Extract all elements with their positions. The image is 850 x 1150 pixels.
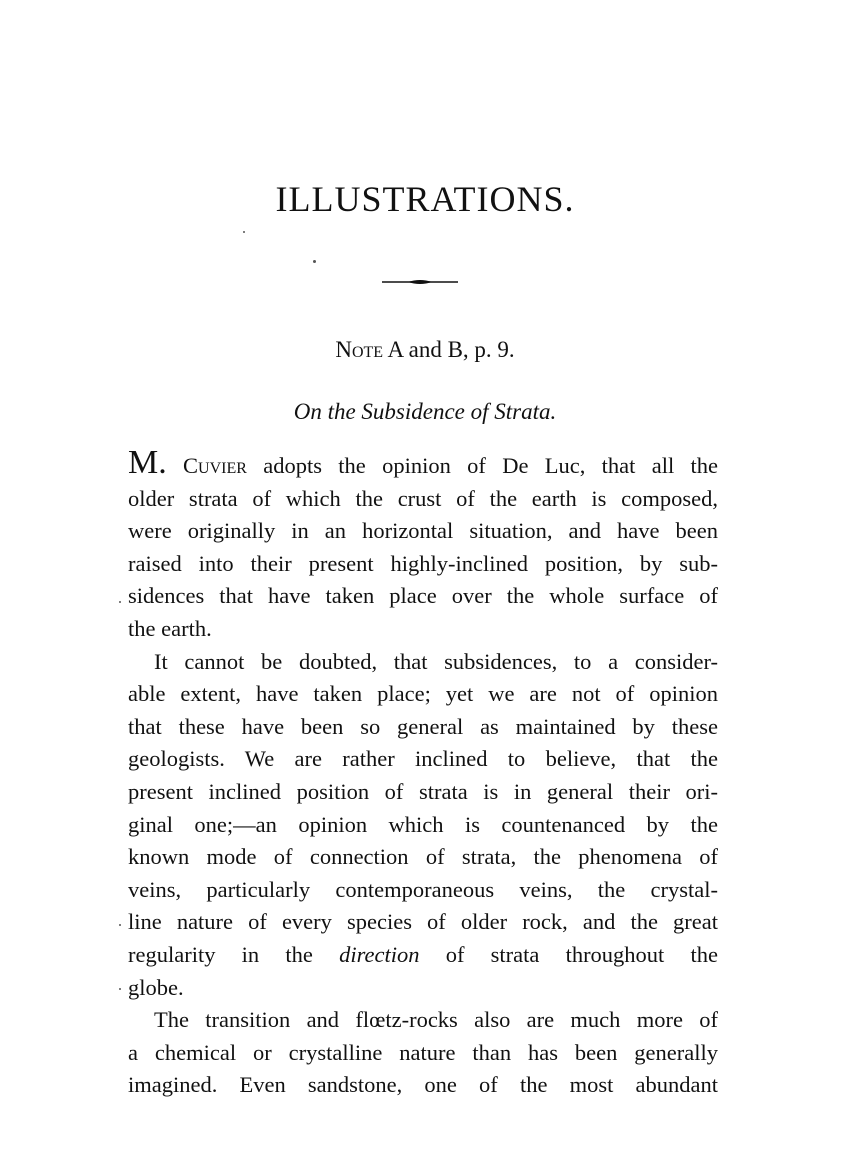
text-line [128, 939, 718, 972]
scan-speck [119, 924, 121, 926]
text-line [128, 444, 718, 483]
italic-term: direction [339, 941, 420, 967]
author-name: Cuvier [166, 453, 247, 478]
text-line: geologists. We are rather inclined to believe, that the [128, 746, 718, 772]
text-line: raised into their present highly-inclined position, by sub- [128, 550, 718, 576]
text-segment: of strata throughout the [419, 941, 719, 967]
text-line: It cannot be doubted, that subsidences, to a consider- [154, 648, 718, 674]
scan-speck [119, 601, 121, 603]
scan-speck [243, 231, 245, 233]
text-line: that these have been so general as maintained by these [128, 713, 718, 739]
text-line: imagined. Even sandstone, one of the most abundant [128, 1072, 718, 1098]
text-line: line nature of every species of older rock, and the great [128, 909, 718, 935]
text-line: known mode of connection of strata, the phenomena of [128, 844, 718, 870]
text-line: a chemical or crystalline nature than has been generally [128, 1039, 718, 1065]
text-line: globe. [128, 974, 184, 1000]
text-line: The transition and flœtz-rocks also are much more of [154, 1007, 718, 1033]
text-line: ginal one;—an opinion which is countenanced by the [128, 811, 718, 837]
ornamental-rule [382, 279, 458, 285]
scan-speck [313, 260, 316, 263]
text-line: able extent, have taken place; yet we are not of opinion [128, 681, 718, 707]
text-segment: regularity in the [128, 941, 340, 967]
note-title [0, 337, 850, 363]
text-line: present inclined position of strata is in general their ori- [128, 778, 718, 804]
scan-speck [119, 988, 121, 990]
note-prefix: Note [335, 337, 384, 362]
body-text [128, 444, 719, 1102]
section-subtitle: On the Subsidence of Strata. [293, 399, 557, 424]
text-line: were originally in an horizontal situation, and have been [128, 518, 718, 544]
drop-initial: M. [128, 444, 167, 481]
text-line: veins, particularly contemporaneous veins, the crystal- [128, 876, 718, 902]
text-line: older strata of which the crust of the earth is composed, [128, 485, 718, 511]
text-segment: adopts the opinion of De Luc, that all the [246, 453, 718, 478]
page-heading: ILLUSTRATIONS. [275, 179, 575, 219]
text-line: the earth. [128, 615, 212, 641]
text-line: sidences that have taken place over the whole surface of [128, 583, 718, 609]
note-reference: A and B, p. 9. [383, 337, 515, 362]
